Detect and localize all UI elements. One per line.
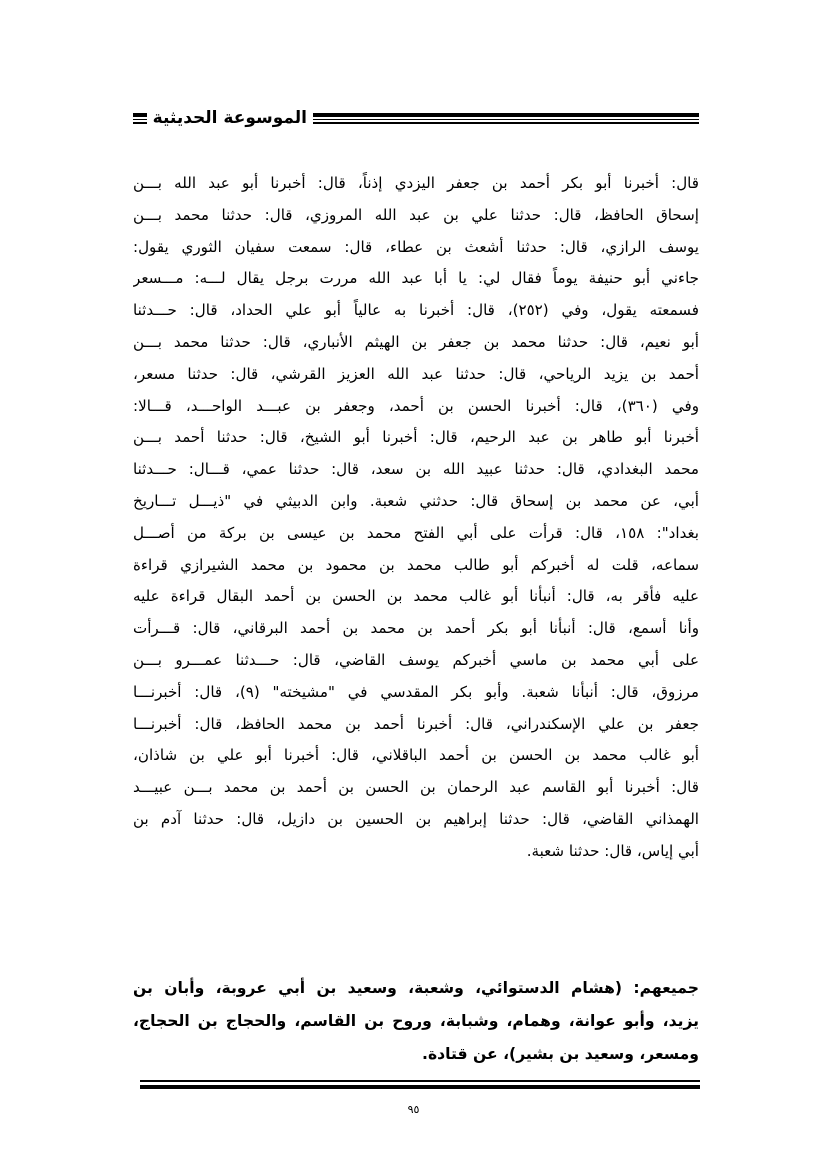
body-text-line: قال: أخبرنا أبو بكر أحمد بن جعفر اليزدي إذناً، قال: أخبرنا أبو عبد الله بـــن [133,174,699,192]
body-text-line: وأنا أسمع، قال: أنبأنا أبو بكر أحمد بن محمد بن أحمد البرقاني، قال: قـــرأت [133,619,699,638]
body-text-line: أبي، عن محمد بن إسحاق قال: حدثني شعبة. وابن الدبيثي في "ذيـــل تـــاريخ [133,491,699,510]
footer-rule-thick [140,1085,700,1089]
body-text-line: محمد البغدادي، قال: حدثنا عبيد الله بن سعد، قال: حدثنا عمي، قـــال: حـــدثنا [133,460,699,479]
body-text-line: يوسف الرازي، قال: حدثنا أشعث بن عطاء، قال: سمعت سفيان الثوري يقول: [133,237,699,256]
body-text-line: على أبي محمد بن ماسي أخبركم يوسف القاضي، قال: حـــدثنا عمـــرو بـــن [133,650,699,669]
body-text-line: أبي إياس، قال: حدثنا شعبة. [526,841,699,860]
bold-text-line: جميعهم: (هشام الدستوائي، وشعبة، وسعيد بن أبي عروبة، وأبان بن [133,979,699,997]
body-text-line: إسحاق الحافظ، قال: حدثنا علي بن عبد الله المروزي، قال: حدثنا محمد بـــن [133,205,699,224]
body-text-line: أبو غالب محمد بن الحسن بن أحمد الباقلاني، قال: أخبرنا أبو علي بن شاذان، [133,746,699,765]
body-text-line: جاءني أبو حنيفة يوماً فقال لي: يا أبا عبد الله مررت برجل يقال لـــه: مـــسعر [133,269,699,288]
body-text-line: جعفر بن علي الإسكندراني، قال: أخبرنا أحمد بن محمد الحافظ، قال: أخبرنـــا [133,714,699,733]
page-number: ٩٥ [407,1103,420,1116]
narrators-summary-paragraph [133,972,699,1071]
body-text-line: وفي (٣٦٠)، قال: أخبرنا الحسن بن أحمد، وجعفر بن عبـــد الواحـــد، قـــالا: [133,396,699,415]
body-text-line: بغداد": ١٥٨، قال: قرأت على أبي الفتح محمد بن عيسى بن بركة من أصـــل [133,523,699,542]
body-text-line: الهمذاني القاضي، قال: حدثنا إبراهيم بن الحسين بن دازيل، قال: حدثنا آدم بن [133,809,699,828]
body-text-line: سماعه، قلت له أخبركم أبو طالب محمد بن محمود بن محمد الشيرازي قراءة [133,555,699,574]
footer-rule-thin [140,1080,700,1082]
body-text-line: أبو نعيم، قال: حدثنا محمد بن جعفر بن الهيثم الأنباري، قال: حدثنا محمد بـــن [133,332,699,351]
bold-text-line: ومسعر، وسعيد بن بشير)، عن قتادة. [422,1045,699,1063]
body-text-line: أخبرنا أبو طاهر بن عبد الرحيم، قال: أخبرنا أبو الشيخ، قال: حدثنا أحمد بـــن [133,428,699,447]
footer-rule [140,1080,700,1090]
body-text-line: قال: أخبرنا أبو القاسم عبد الرحمان بن الحسن بن أحمد بن محمد بـــن عبيـــد [133,778,699,797]
body-text-line: مرزوق، قال: أنبأنا شعبة. وأبو بكر المقدسي في "مشيخته" (٩)، قال: أخبرنـــا [133,682,699,701]
header-title: الموسوعة الحديثية [147,106,313,130]
hadith-chain-paragraph [133,168,699,868]
body-text-line: عليه فأقر به، قال: أنبأنا أبو غالب محمد بن الحسن بن أحمد البقال قراءة عليه [133,587,699,606]
bold-text-line: يزيد، وأبو عوانة، وهمام، وشبابة، وروح بن القاسم، والحجاج بن الحجاج، [133,1012,699,1030]
body-text-line: أحمد بن يزيد الرياحي، قال: حدثنا عبد الله العزيز القرشي، قال: حدثنا مسعر، [133,364,699,383]
page-header [133,108,699,132]
body-text-line: فسمعته يقول، وفي (٢٥٢)، قال: أخبرنا به عالياً أبو علي الحداد، قال: حـــدثنا [133,301,699,320]
